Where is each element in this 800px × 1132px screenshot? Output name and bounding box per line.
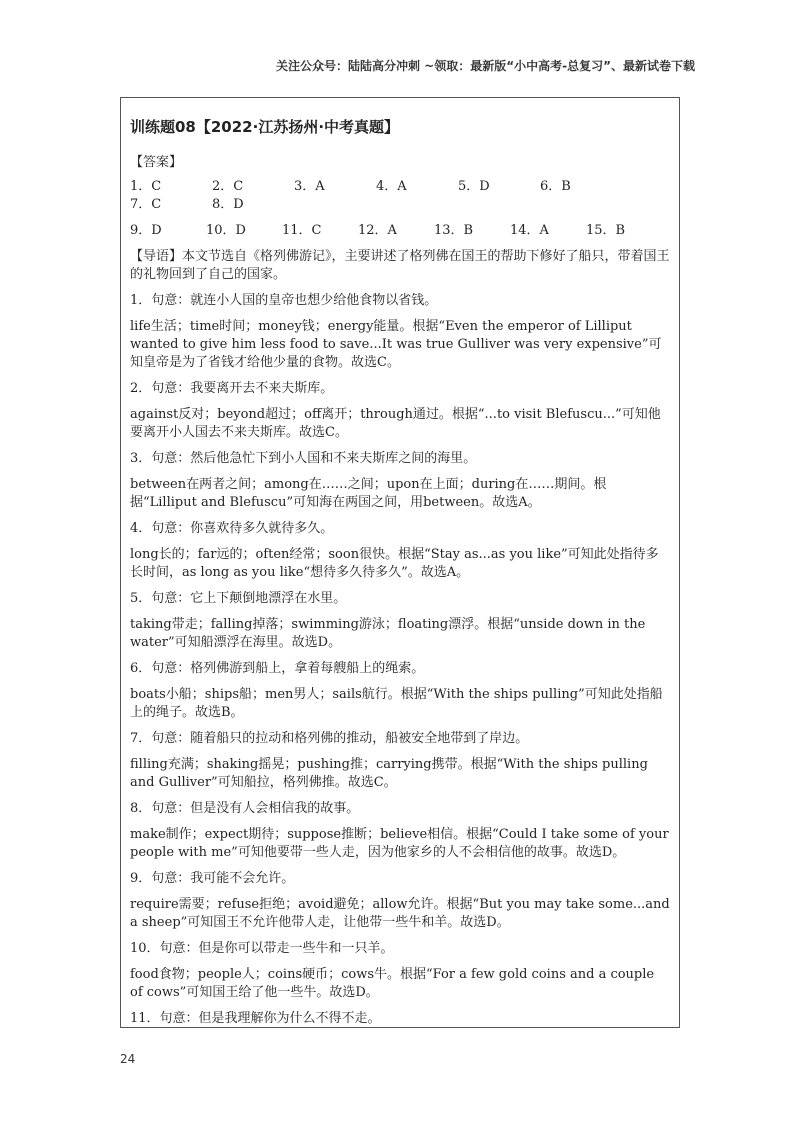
- explanation-item: 7．句意：随着船只的拉动和格列佛的推动，船被安全地带到了岸边。: [130, 731, 529, 746]
- answer-item: 13．B: [434, 223, 474, 238]
- explanation-item: food食物；people人；coins硬币；cows牛。根据“For a few gold coins and a couple of cows”可知国王给了他一些牛。故选D。: [130, 967, 655, 1000]
- answer-row-2: [130, 222, 670, 240]
- explanation-item: against反对；beyond超过；off离开；through通过。根据“...to visit Blefuscu...”可知他要离开小人国去不来夫斯库。故选C。: [130, 407, 661, 440]
- explanation-item: require需要；refuse拒绝；avoid避免；allow允许。根据“But you may take some...and a sheep”可知国王不允许他带人走，让他带一些牛和羊。故选D。: [130, 897, 670, 930]
- explanation-item: 10．句意：但是你可以带走一些牛和一只羊。: [130, 941, 394, 956]
- explanation-item: 8．句意：但是没有人会相信我的故事。: [130, 801, 360, 816]
- section-title: 训练题08【2022·江苏扬州·中考真题】: [130, 118, 400, 136]
- explanation-item: 3．句意：然后他急忙下到小人国和不来夫斯库之间的海里。: [130, 451, 477, 466]
- answer-item: 3．A: [294, 179, 325, 194]
- guide-text: 【导语】本文节选自《格列佛游记》，主要讲述了格列佛在国王的帮助下修好了船只，带着国王的礼物回到了自己的国家。: [130, 249, 670, 282]
- explanation-item: filling充满；shaking摇晃；pushing推；carrying携带。根据“With the ships pulling and Gulliver”可知船拉，格列佛推。故选C。: [130, 757, 648, 790]
- answer-item: 8．D: [212, 197, 244, 212]
- explanation-item: 1．句意：就连小人国的皇帝也想少给他食物以省钱。: [130, 293, 438, 308]
- answer-item: 2．C: [212, 179, 244, 194]
- explanation-item: long长的；far远的；often经常；soon很快。根据“Stay as...as you like”可知此处指待多长时间，as long as you like“想待多久待多久”。故选A。: [130, 547, 659, 580]
- answer-item: 10．D: [206, 223, 246, 238]
- explanation-item: 9．句意：我可能不会允许。: [130, 871, 295, 886]
- answer-item: 7．C: [130, 197, 162, 212]
- page-number: 24: [120, 1052, 136, 1066]
- answer-section: [130, 118, 670, 1036]
- explanation-item: boats小船；ships船；men男人；sails航行。根据“With the ships pulling”可知此处指船上的绳子。故选B。: [130, 687, 663, 720]
- explanation-item: 5．句意：它上下颠倒地漂浮在水里。: [130, 591, 347, 606]
- page-header: 关注公众号：陆陆高分冲刺 ~领取：最新版“小中高考-总复习”、最新试卷下载: [276, 59, 695, 73]
- explanation-item: 4．句意：你喜欢待多久就待多久。: [130, 521, 334, 536]
- answer-item: 5．D: [458, 179, 490, 194]
- explanation-item: 2．句意：我要离开去不来夫斯库。: [130, 381, 334, 396]
- answer-item: 4．A: [376, 179, 407, 194]
- answer-item: 1．C: [130, 179, 162, 194]
- explanation-item: taking带走；falling掉落；swimming游泳；floating漂浮。根据“unside down in the water”可知船漂浮在海里。故选D。: [130, 617, 646, 650]
- explanation-item: 11．句意：但是我理解你为什么不得不走。: [130, 1011, 381, 1026]
- explanation-item: life生活；time时间；money钱；energy能量。根据“Even the emperor of Lilliput wanted to give him less food to save...It was true Gulliver was very expensive”可知皇帝是为了省钱才给他少量的食物。故选C。: [130, 319, 662, 370]
- answer-item: 6．B: [540, 179, 571, 194]
- explanation-item: 6．句意：格列佛游到船上，拿着每艘船上的绳索。: [130, 661, 425, 676]
- answer-item: 15．B: [586, 223, 626, 238]
- answer-item: 9．D: [130, 223, 162, 238]
- answer-row-1: [130, 178, 670, 214]
- answer-item: 11．C: [282, 223, 322, 238]
- answer-item: 14．A: [510, 223, 549, 238]
- answer-label: 【答案】: [130, 155, 183, 170]
- explanation-item: between在两者之间；among在……之间；upon在上面；during在……期间。根据“Lilliput and Blefuscu”可知海在两国之间，用between。故选A。: [130, 477, 607, 510]
- explanation-item: make制作；expect期待；suppose推断；believe相信。根据“Could I take some of your people with me”可知他要带一些人走，因为他家乡的人不会相信他的故事。故选D。: [130, 827, 669, 860]
- answer-item: 12．A: [358, 223, 397, 238]
